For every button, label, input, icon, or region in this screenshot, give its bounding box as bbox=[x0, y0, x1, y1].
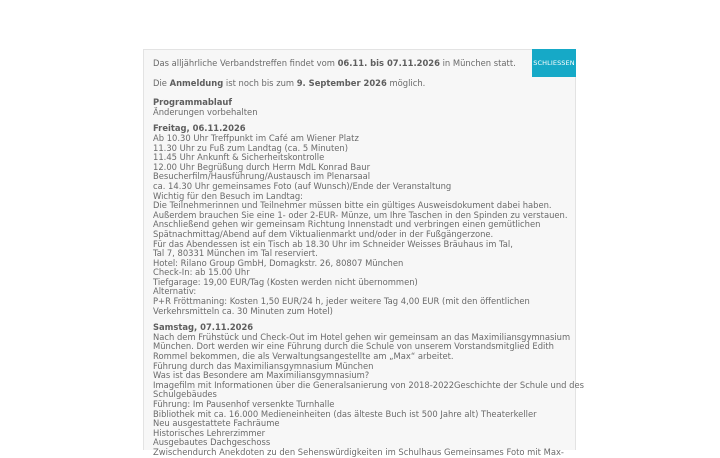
intro-text-end: in München statt. bbox=[439, 58, 516, 68]
day1-line: Wichtig für den Besuch im Landtag: bbox=[153, 190, 303, 201]
intro-text: Das alljährliche Verbandstreffen findet vom bbox=[153, 58, 338, 68]
day2-line: Rommel bekommen, die als Verwaltungsangestellte am „Max“ arbeitet. bbox=[153, 351, 454, 362]
day2-line: Was ist das Besondere am Maximiliansgymnasium? bbox=[153, 370, 370, 381]
day2-line: Nach dem Frühstück und Check-Out im Hotel gehen wir gemeinsam an das Maximiliansgymnasium bbox=[153, 331, 571, 342]
day1-line: Tal 7, 80331 München im Tal reserviert. bbox=[153, 248, 318, 259]
registration-text: Die bbox=[153, 77, 170, 88]
day1-line: Check-In: ab 15.00 Uhr bbox=[153, 267, 250, 278]
day1-line: Tiefgarage: 19,00 EUR/Tag (Kosten werden nicht übernommen) bbox=[153, 276, 418, 287]
event-dialog bbox=[143, 49, 584, 457]
day1-line: Verkehrsmitteln ca. 30 Minuten zum Hotel) bbox=[153, 305, 333, 316]
day2-line: Bibliothek mit ca. 16.000 Medieneinheiten (das älteste Buch ist 500 Jahre alt) Theaterkeller bbox=[153, 408, 537, 419]
day2-line: Schulgebäudes bbox=[153, 389, 217, 400]
day2-line: Historisches Lehrerzimmer bbox=[153, 427, 266, 438]
day2-line: Führung: Im Pausenhof versenkte Turnhalle bbox=[153, 399, 335, 409]
event-dates: 06.11. bis 07.11.2026 bbox=[337, 58, 440, 68]
day1-line: ca. 14.30 Uhr gemeinsames Foto (auf Wunsch)/Ende der Veranstaltung bbox=[153, 180, 452, 191]
day1-line: 12.00 Uhr Begrüßung durch Herrn MdL Konrad Baur bbox=[153, 161, 371, 172]
day1-line: Anschließend gehen wir gemeinsam Richtung Innenstadt und verbringen einen gemütlichen bbox=[153, 219, 541, 230]
day1-lines bbox=[153, 134, 573, 316]
day1-line: Für das Abendessen ist ein Tisch ab 18.30 Uhr im Schneider Weisses Bräuhaus im Tal, bbox=[153, 238, 513, 249]
day2-line: München. Dort werden wir eine Führung durch die Schule von unserem Vorstandsmitglied Edith bbox=[153, 341, 554, 352]
day1-line: Die Teilnehmerinnen und Teilnehmer müssen bitte ein gültiges Ausweisdokument dabei haben. bbox=[153, 200, 552, 211]
day2-line: Ausgebautes Dachgeschoss bbox=[153, 437, 271, 448]
day1-line: Besucherfilm/Hausführung/Austausch im Plenarsaal bbox=[153, 171, 371, 182]
day2-line: Führung durch das Maximiliansgymnasium München bbox=[153, 360, 374, 371]
intro-paragraph-registration bbox=[153, 79, 573, 89]
day1-line: 11.45 Uhr Ankunft & Sicherheitskontrolle bbox=[153, 152, 325, 163]
day1-title: Freitag, 06.11.2026 bbox=[153, 123, 246, 134]
day1-line: Alternativ: bbox=[153, 286, 197, 297]
day2-lines bbox=[153, 331, 584, 458]
day1-line: P+R Fröttmaning: Kosten 1,50 EUR/24 h, jeder weitere Tag 4,00 EUR (mit den öffentlichen bbox=[153, 296, 530, 307]
registration-deadline: 9. September 2026 bbox=[296, 77, 387, 88]
day1-line: 11.30 Uhr zu Fuß zum Landtag (ca. 5 Minuten) bbox=[153, 142, 348, 153]
intro-paragraph-dates bbox=[153, 59, 573, 69]
program-note: Änderungen vorbehalten bbox=[153, 106, 258, 117]
registration-text-mid: ist noch bis zum bbox=[223, 77, 297, 88]
registration-keyword: Anmeldung bbox=[169, 77, 224, 88]
day2-line: Zwischendurch Anekdoten zu den Sehenswürdigkeiten im Schulhaus Gemeinsames Foto mit Max- bbox=[153, 446, 564, 457]
day1-line: Spätnachmittag/Abend auf dem Viktualienmarkt und/oder in der Fußgängerzone. bbox=[153, 228, 494, 239]
day1-line: Ab 10.30 Uhr Treffpunkt im Café am Wiener Platz bbox=[153, 132, 359, 143]
registration-text-end: möglich. bbox=[386, 77, 426, 88]
dialog-content bbox=[153, 58, 584, 458]
day2-line: Neu ausgestattete Fachräume bbox=[153, 418, 280, 429]
close-button[interactable]: SCHLIESSEN bbox=[532, 49, 576, 77]
day2-title: Samstag, 07.11.2026 bbox=[153, 322, 254, 333]
day1-line: Außerdem brauchen Sie eine 1- oder 2-EUR- Münze, um Ihre Taschen in den Spinden zu verstauen. bbox=[153, 209, 568, 220]
program-title: Programmablauf bbox=[153, 97, 233, 108]
day1-line: Hotel: Rilano Group GmbH, Domagkstr. 26, 80807 München bbox=[153, 257, 404, 268]
day2-line: Imagefilm mit Informationen über die Generalsanierung von 2018-2022Geschichte der Schule und des bbox=[153, 379, 584, 390]
